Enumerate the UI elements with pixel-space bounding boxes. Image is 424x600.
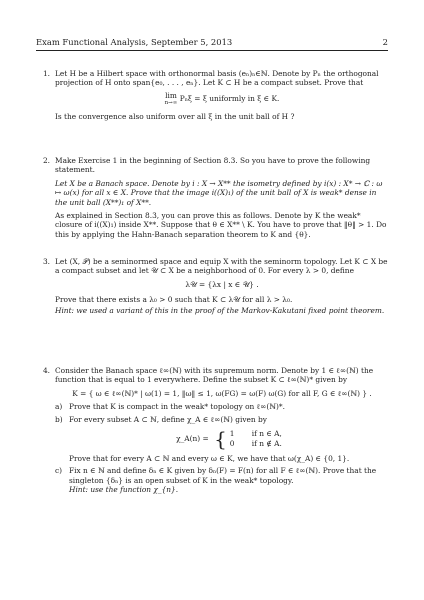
limit-formula [55, 92, 389, 106]
exercise-number: 3. [42, 257, 50, 266]
case-rows [230, 429, 282, 449]
case-value: 0 [229, 439, 235, 449]
case-value: 1 [229, 429, 235, 439]
exercise-text: Let (X, 𝒫) be a seminormed space and equip X with the seminorm topology. Let K ⊂ X be a compact subset and let 𝒰 ⊂ X be a neighborhood of 0. For every λ > 0, define [55, 257, 388, 276]
subquestion-label: a) [55, 402, 63, 412]
lim-expression: Pₙξ = ξ uniformly in ξ ∈ K. [179, 93, 280, 103]
subquestion-text: Fix n ∈ ℕ and define δₙ ∈ K given by δₙ(F) = F(n) for all F ∈ ℓ∞(ℕ). Prove that the singleton {δₙ} is an open subset of K in the weak* topology. [69, 466, 377, 485]
subquestion-c [55, 466, 389, 494]
indicator-formula [69, 427, 389, 452]
exercise-number: 1. [42, 69, 50, 78]
lim-operator [165, 92, 178, 106]
exercise-number: 2. [42, 156, 50, 165]
case-condition: if n ∈ A, [251, 429, 282, 439]
header-rule [36, 50, 388, 51]
indicator-lhs: χ_A(n) = [176, 434, 209, 444]
subquestion-text: For every subset A ⊂ ℕ, define χ_A ∈ ℓ∞(ℕ) given by [69, 414, 267, 424]
subquestion-list [55, 402, 389, 494]
header-title: Exam Functional Analysis, September 5, 2013 [36, 37, 233, 47]
exercise-body [55, 156, 389, 243]
exercise-method: As explained in Section 8.3, you can prove this as follows. Denote by K the weak* closure of i((X)₁) inside X**. Suppose that θ ∈ X** \ K. You have to prove that ‖θ‖ > 1. Do this by applying the Hahn-Banach separation theorem to K and {θ}. [55, 211, 387, 239]
subquestion-a [55, 402, 389, 411]
page-number: 2 [382, 37, 388, 47]
subquestion-label: c) [55, 466, 63, 476]
exercise-number: 4. [42, 366, 50, 375]
exercise-body [55, 366, 389, 498]
exercise-statement: Let X be a Banach space. Denote by i : X → X** the isometry defined by i(x) : X* → ℂ : ω ↦ ω(x) for all x ∈ X. Prove that the image i((X)₁) of the unit ball of X is weak* dense in the unit ball (X**)₁ of X**. [55, 178, 383, 207]
subquestion-b [55, 415, 389, 464]
lim-subscript: n→∞ [164, 99, 178, 106]
exercise-question: Is the convergence also uniform over all ξ in the unit ball of H ? [55, 111, 295, 121]
set-k-formula: K = { ω ∈ ℓ∞(ℕ)* | ω(1) = 1, ‖ω‖ ≤ 1, ω(FG) = ω(F) ω(G) for all F, G ∈ ℓ∞(ℕ) } . [72, 388, 372, 398]
indicator-cases [211, 427, 282, 452]
exercise-text: Make Exercise 1 in the beginning of Section 8.3. So you have to prove the following statement. [55, 156, 371, 175]
case-row-2 [230, 439, 282, 449]
scaled-set-formula: λ𝒰 = {λx | x ∈ 𝒰} . [185, 279, 259, 289]
subquestion-label: b) [55, 414, 63, 424]
exercise-text: Consider the Banach space ℓ∞(ℕ) with its supremum norm. Denote by 1 ∈ ℓ∞(ℕ) the function that is equal to 1 everywhere. Define the subset K ⊂ ℓ∞(ℕ)* given by [55, 366, 374, 385]
subquestion-b-claim: Prove that for every A ⊂ ℕ and every ω ∈ K, we have that ω(χ_A) ∈ {0, 1}. [69, 454, 350, 464]
exercise-hint: Hint: we used a variant of this in the proof of the Markov-Kakutani fixed point theorem. [55, 305, 385, 315]
exercise-claim: Prove that there exists a λ₀ > 0 such that K ⊂ λ𝒰 for all λ > λ₀. [55, 295, 293, 305]
left-brace: { [214, 427, 227, 452]
subquestion-text: Prove that K is compact in the weak* topology on ℓ∞(ℕ)*. [69, 402, 285, 412]
case-row-1 [230, 429, 282, 439]
lim-word: lim [165, 90, 177, 100]
exercise-body [55, 257, 389, 319]
subquestion-c-hint: Hint: use the function χ_{n}. [69, 485, 179, 495]
case-condition: if n ∉ A. [251, 439, 282, 449]
exercise-text: Let H be a Hilbert space with orthonormal basis (eₙ)ₙ∈ℕ. Denote by Pₙ the orthogonal projection of H onto span{e₀, . . . , eₙ}. Let K ⊂ H be a compact subset. Prove that [55, 69, 379, 88]
exercise-body [55, 69, 389, 125]
